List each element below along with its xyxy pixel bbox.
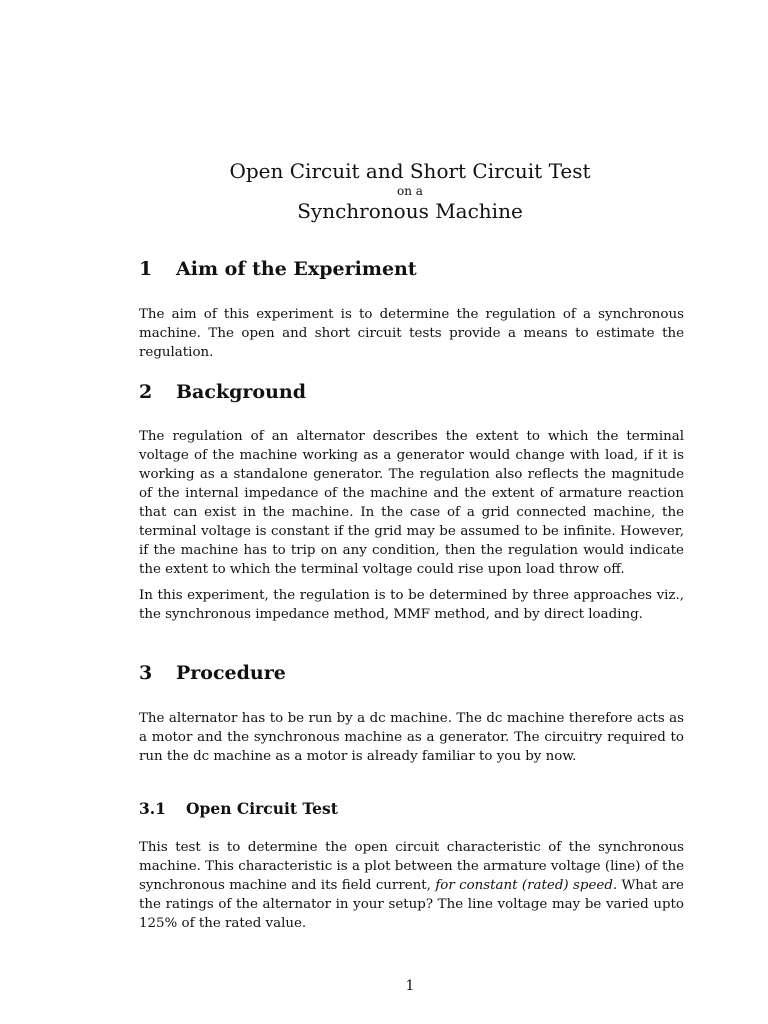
subsection-open-circuit	[139, 798, 684, 820]
title-connector: on a	[397, 184, 423, 198]
subsection-heading	[139, 798, 684, 820]
section-title: Aim of the Experiment	[176, 258, 417, 280]
title-subtitle: Synchronous Machine	[297, 199, 523, 223]
section-background	[139, 379, 684, 405]
section-title: Procedure	[176, 662, 286, 684]
title-main: Open Circuit and Short Circuit Test	[229, 159, 591, 183]
section-procedure-body	[139, 709, 684, 766]
section-title: Background	[176, 381, 306, 403]
section-procedure	[139, 660, 684, 686]
subsection-open-circuit-body	[139, 838, 684, 933]
section-heading	[139, 256, 684, 282]
section-number: 1	[139, 258, 153, 280]
subsection-title: Open Circuit Test	[186, 799, 338, 818]
paragraph: The regulation of an alternator describes the extent to which the terminal voltage of the machine working as a generator would change with load, if it is working as a standalone generator. The regulation also reflects the magnitude of the internal impedance of the machine and the extent of armature reaction that can exist in the machine. In the case of a grid connected machine, the terminal voltage is constant if the grid may be assumed to be infinite. However, if the machine has to trip on any condition, then the regulation would indicate the extent to which the terminal voltage could rise upon load throw off.	[139, 429, 684, 577]
paragraph-text: This test is to determine the open circuit characteristic of the synchronous machine. This characteristic is a plot between the armature voltage (line) of the synchronous machine and its field current,	[139, 840, 684, 893]
section-background-body-2	[139, 586, 684, 624]
section-background-body	[139, 427, 684, 579]
section-aim-body	[139, 305, 684, 362]
paragraph	[139, 838, 684, 933]
section-number: 3	[139, 662, 153, 684]
section-heading	[139, 660, 684, 686]
subsection-number: 3.1	[139, 799, 166, 818]
paragraph: The alternator has to be run by a dc machine. The dc machine therefore acts as a motor and the synchronous machine as a generator. The circuitry required to run the dc machine as a motor is already familiar to you by now.	[139, 711, 684, 764]
paragraph-text: . What are the ratings of the alternator in your setup? The line voltage may be varied upto 125% of the rated value.	[139, 878, 684, 931]
paragraph: The aim of this experiment is to determine the regulation of a synchronous machine. The open and short circuit tests provide a means to estimate the regulation.	[139, 307, 684, 360]
section-aim	[139, 256, 684, 282]
document-title	[0, 158, 768, 224]
paragraph: In this experiment, the regulation is to be determined by three approaches viz., the synchronous impedance method, MMF method, and by direct loading.	[139, 588, 684, 622]
section-number: 2	[139, 381, 153, 403]
emphasis-text: for constant (rated) speed	[435, 878, 613, 893]
section-heading	[139, 379, 684, 405]
page-number: 1	[405, 978, 415, 994]
